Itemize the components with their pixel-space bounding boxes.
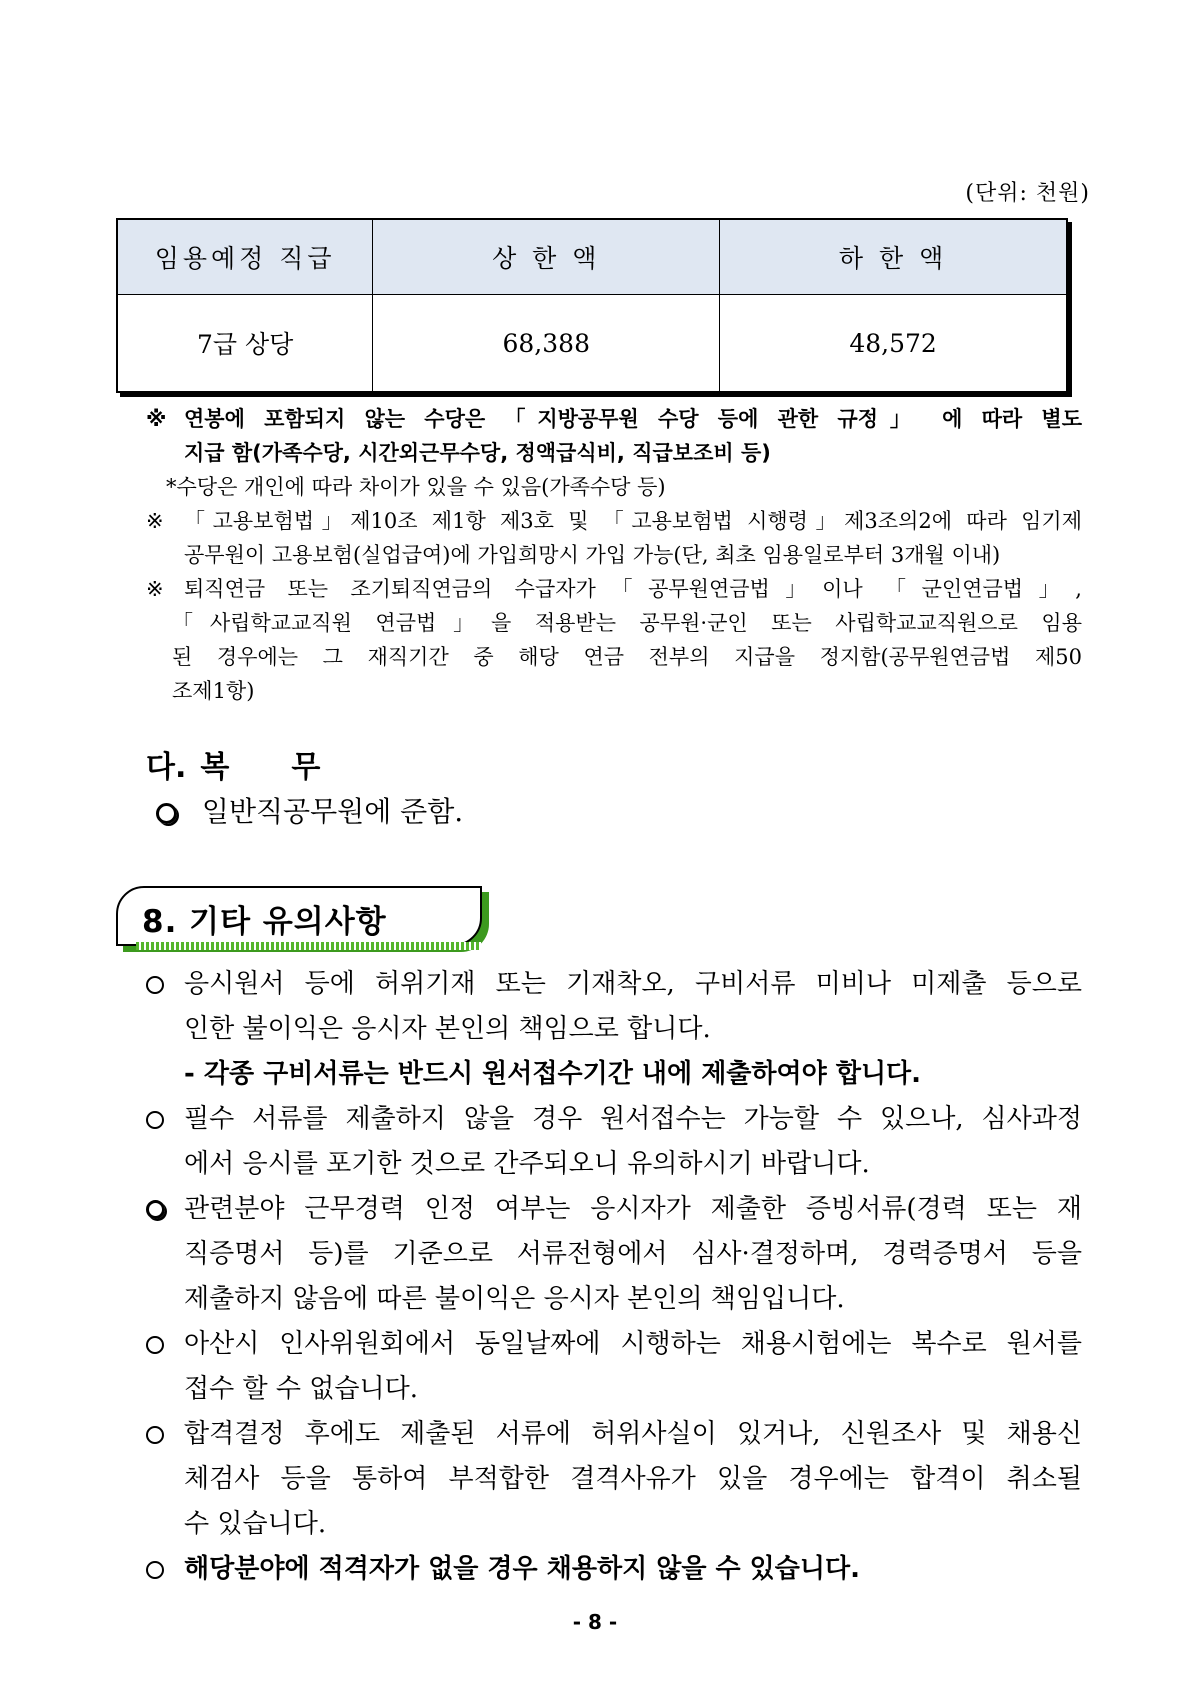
cell-grade: 7급 상당 [117, 295, 373, 393]
notice-item-3 [146, 1187, 1082, 1322]
note-allowance-line1: 연봉에 포함되지 않는 수당은 「지방공무원 수당 등에 관한 규정」 에 따라 별도 [184, 407, 1082, 431]
note-allowance-sub: *수당은 개인에 따라 차이가 있을 수 있음(가족수당 등) [166, 475, 666, 499]
notice-item-4 [146, 1322, 1082, 1412]
open-circle-bullet-icon [146, 1426, 164, 1444]
note-pension-line3: 된 경우에는 그 재직기간 중 해당 연금 전부의 지급을 정지함(공무원연금법 제50 [172, 645, 1082, 669]
item3-line2: 직증명서 등)를 기준으로 서류전형에서 심사·결정하며, 경력증명서 등을 [184, 1239, 1082, 1269]
salary-table-row [117, 295, 1067, 393]
salary-table [116, 218, 1068, 393]
header-lower-limit: 하 한 액 [720, 219, 1067, 295]
notice-item-2 [146, 1097, 1082, 1187]
reference-mark: ※ [146, 509, 164, 533]
filled-circle-bullet-icon [146, 1200, 165, 1219]
note-allowance-line2: 지급 함(가족수당, 시간외근무수당, 정액급식비, 직급보조비 등) [184, 441, 771, 465]
item3-line1: 관련분야 근무경력 인정 여부는 응시자가 제출한 증빙서류(경력 또는 재 [184, 1194, 1082, 1224]
section-label: 다. [146, 750, 187, 785]
open-circle-bullet-icon [146, 1336, 164, 1354]
item1-line2: 인한 불이익은 응시자 본인의 책임으로 합니다. [184, 1014, 711, 1044]
reference-mark: ※ [146, 407, 167, 431]
item5-line3: 수 있습니다. [184, 1509, 327, 1539]
section-title-part2: 무 [291, 750, 321, 785]
notice-item-5 [146, 1412, 1082, 1547]
banner-stripe-decoration [136, 942, 481, 950]
page-number: - 8 - [572, 1610, 618, 1634]
note-pension-line2: 「사립학교교직원 연금법」을 적용받는 공무원·군인 또는 사립학교교직원으로 임용 [172, 611, 1082, 635]
section8-title: 8. 기타 유의사항 [142, 904, 387, 940]
salary-table-header-row [117, 219, 1067, 295]
header-grade: 임용예정 직급 [117, 219, 373, 295]
section-heading-duty [146, 742, 320, 786]
note-insurance-line2: 공무원이 고용보험(실업급여)에 가입희망시 가입 가능(단, 최초 임용일로부터 3개월 이내) [184, 543, 1001, 567]
item4-line1: 아산시 인사위원회에서 동일날짜에 시행하는 채용시험에는 복수로 원서를 [184, 1329, 1082, 1359]
note-pension-line4: 조제1항) [172, 679, 255, 703]
item4-line2: 접수 할 수 없습니다. [184, 1374, 418, 1404]
section8-banner [116, 886, 482, 946]
item1-line1: 응시원서 등에 허위기재 또는 기재착오, 구비서류 미비나 미제출 등으로 [184, 969, 1082, 999]
item5-line1: 합격결정 후에도 제출된 서류에 허위사실이 있거나, 신원조사 및 채용신 [184, 1419, 1082, 1449]
note-employment-insurance [146, 504, 1082, 572]
open-circle-bullet-icon [146, 976, 164, 994]
item2-line2: 에서 응시를 포기한 것으로 간주되오니 유의하시기 바랍니다. [184, 1149, 870, 1179]
note-pension [146, 572, 1082, 708]
item2-line1: 필수 서류를 제출하지 않을 경우 원서접수는 가능할 수 있으나, 심사과정 [184, 1104, 1082, 1134]
duty-bullet-text: 일반직공무원에 준함. [201, 795, 464, 828]
item5-line2: 체검사 등을 통하여 부적합한 결격사유가 있을 경우에는 합격이 취소될 [184, 1464, 1082, 1494]
duty-bullet [156, 790, 463, 830]
item6-line1: 해당분야에 적격자가 없을 경우 채용하지 않을 수 있습니다. [184, 1554, 861, 1584]
cell-lower-limit: 48,572 [720, 295, 1067, 393]
note-allowance [146, 402, 1082, 470]
section-title-part1: 복 [200, 750, 230, 785]
note-insurance-line1: 「고용보험법」제10조 제1항 제3호 및 「고용보험법 시행령」제3조의2에 따라 임기제 [184, 509, 1082, 533]
item3-line3: 제출하지 않음에 따른 불이익은 응시자 본인의 책임입니다. [184, 1284, 845, 1314]
notice-item-6 [146, 1547, 1082, 1592]
filled-circle-bullet-icon [156, 803, 177, 824]
open-circle-bullet-icon [146, 1561, 164, 1579]
unit-label: (단위: 천원) [965, 181, 1090, 206]
notice-item-1 [146, 962, 1082, 1097]
note-pension-line1: 퇴직연금 또는 조기퇴직연금의 수급자가「공무원연금법」이나 「군인연금법」, [184, 577, 1082, 601]
reference-mark: ※ [146, 577, 164, 601]
item1-sub-note: - 각종 구비서류는 반드시 원서접수기간 내에 제출하여야 합니다. [184, 1059, 922, 1089]
open-circle-bullet-icon [146, 1111, 164, 1129]
cell-upper-limit: 68,388 [373, 295, 720, 393]
header-upper-limit: 상 한 액 [373, 219, 720, 295]
